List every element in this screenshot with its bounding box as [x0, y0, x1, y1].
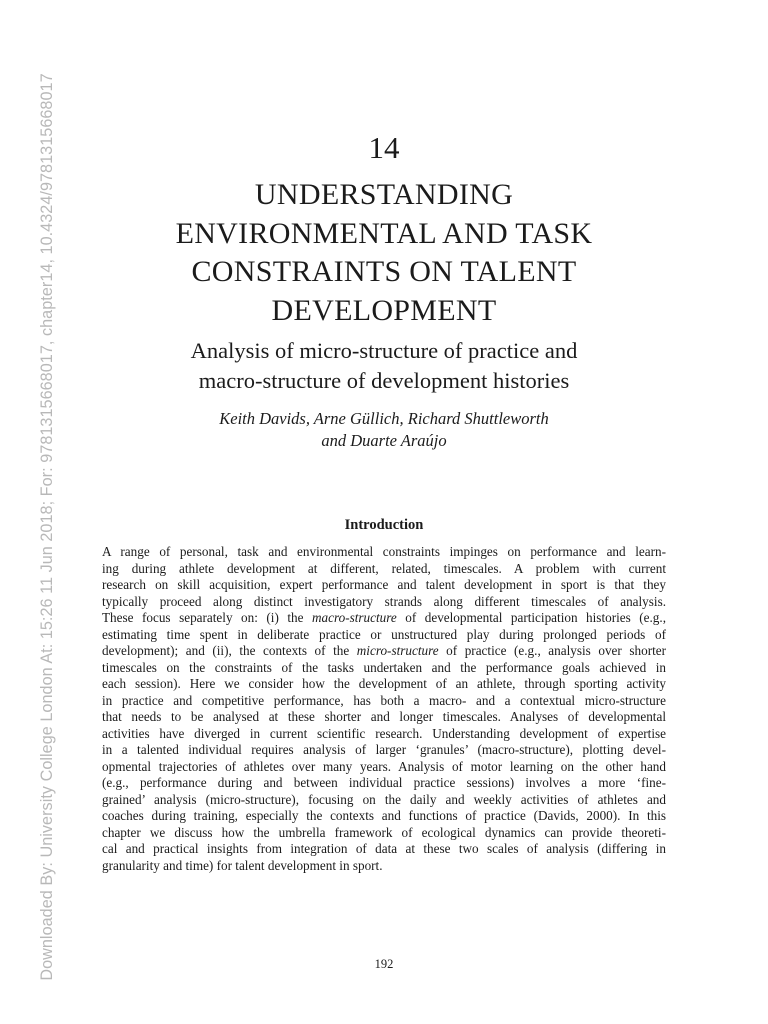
author-line: Keith Davids, Arne Güllich, Richard Shuttleworth [219, 409, 549, 428]
body-line: ing during athlete development at different, related, timescales. A problem with current [102, 560, 666, 576]
body-line: (e.g., performance during and between individual practice sessions) involves a more ‘fine- [102, 775, 666, 790]
download-watermark: Downloaded By: University College London At: 15:26 11 Jun 2018; For: 9781315668017, chapter14, 10.4324/9781315668017 [38, 73, 56, 981]
chapter-title-line: UNDERSTANDING [254, 178, 514, 211]
body-line: in practice and competitive performance, has both a macro- and a contextual micro-structure [102, 692, 666, 708]
page-number: 192 [374, 957, 394, 971]
emphasized-term: macro-structure [312, 610, 397, 625]
body-line: timescales on the constraints of the tasks undertaken and the performance goals achieved in [102, 659, 666, 675]
body-line: chapter we discuss how the umbrella framework of ecological dynamics can provide theoreti- [102, 824, 666, 840]
body-line: granularity and time) for talent development in sport. [102, 857, 383, 873]
chapter-subtitle-line: macro-structure of development histories [198, 368, 570, 393]
body-line: typically proceed along distinct investigatory strands along different timescales of analysis. [102, 593, 666, 609]
chapter-number: 14 [368, 130, 400, 165]
body-line: research on skill acquisition, expert performance and talent development in sport is that they [102, 577, 666, 592]
chapter-subtitle [110, 336, 658, 396]
body-paragraph [102, 544, 666, 874]
chapter-title [120, 176, 648, 330]
chapter-title-line: DEVELOPMENT [271, 293, 497, 327]
chapter-title-line: ENVIRONMENTAL AND TASK [175, 216, 593, 250]
emphasized-term: micro-structure [356, 643, 439, 658]
body-line: cal and practical insights from integration of data at these two scales of analysis (differing in [102, 841, 666, 856]
body-line: coaches during training, especially the contexts and functions of practice (Davids, 2000). In this [102, 808, 666, 823]
chapter-title-line: CONSTRAINTS ON TALENT [191, 255, 577, 288]
body-line: opmental trajectories of athletes over many years. Analysis of motor learning on the other hand [102, 758, 666, 774]
body-line: estimating time spent in deliberate practice or unstructured play during prolonged periods of [102, 626, 666, 642]
body-line: activities have diverged in current scientific research. Understanding development of expertise [102, 725, 666, 741]
body-line: grained’ analysis (micro-structure), focusing on the daily and weekly activities of athletes and [102, 791, 666, 807]
author-list [140, 408, 628, 452]
body-line: in a talented individual requires analysis of larger ‘granules’ (macro-structure), plotting devel- [102, 742, 666, 757]
chapter-subtitle-line: Analysis of micro-structure of practice and [190, 338, 578, 363]
body-line: A range of personal, task and environmental constraints impinges on performance and learn- [102, 544, 666, 559]
author-line: and Duarte Araújo [321, 431, 447, 450]
body-line: each session). Here we consider how the development of an athlete, through sporting activity [102, 676, 666, 691]
body-line: that needs to be analysed at these shorter and longer timescales. Analyses of developmental [102, 709, 666, 724]
body-line: These focus separately on: (i) the macro-structure of developmental participation histories (e.g., [102, 610, 666, 625]
body-line: development); and (ii), the contexts of the micro-structure of practice (e.g., analysis over shorter [102, 643, 666, 658]
section-heading: Introduction [344, 517, 424, 533]
